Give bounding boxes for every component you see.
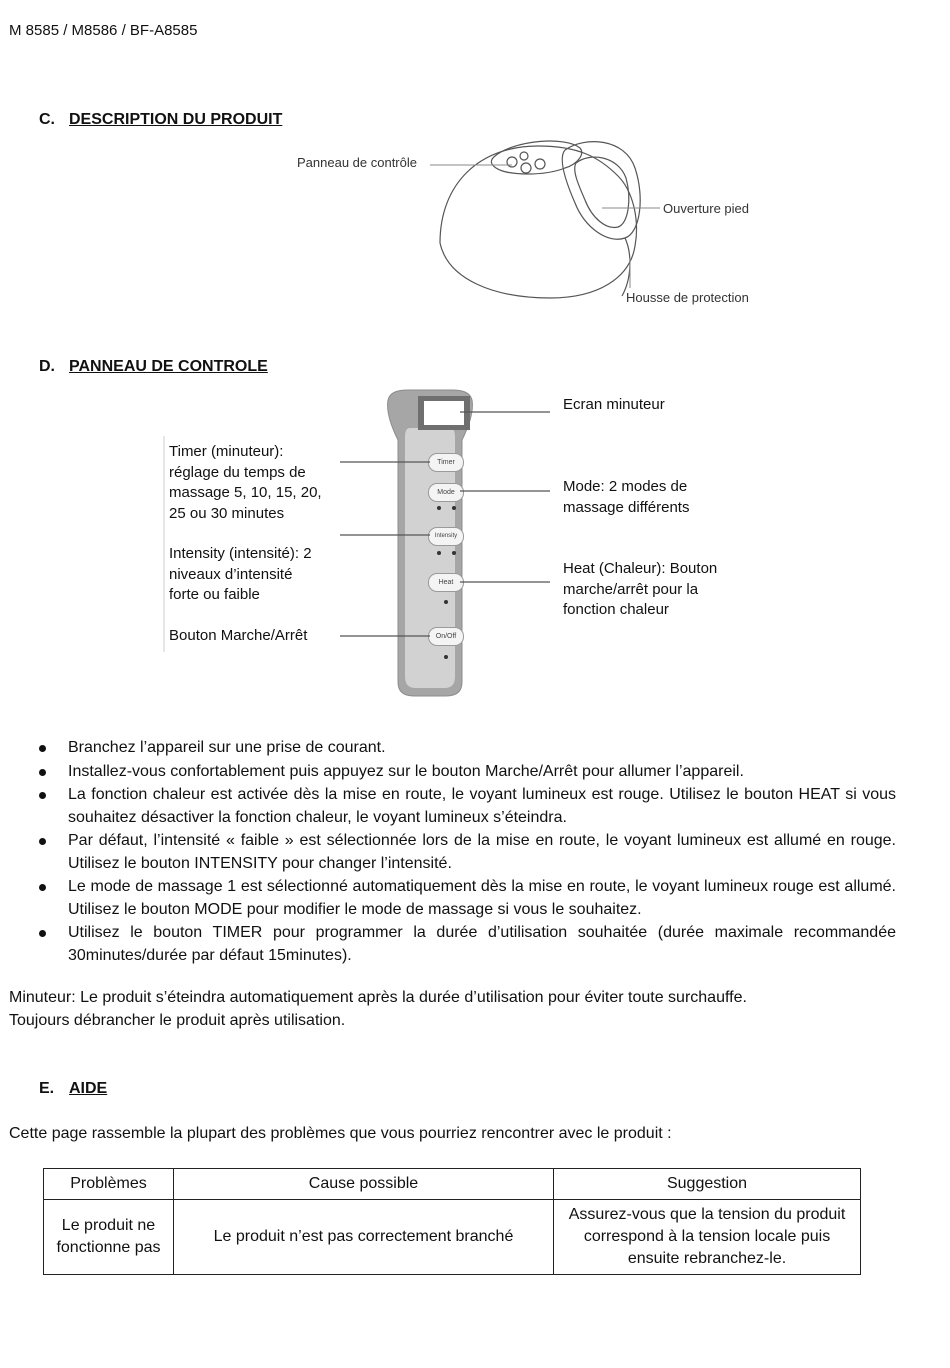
remote-control-illustration: [380, 388, 480, 700]
help-intro: Cette page rassemble la plupart des problèmes que vous pourriez rencontrer avec le produit :: [9, 1125, 672, 1142]
label-mode-description: [563, 477, 689, 518]
table-cell-suggestion: Assurez-vous que la tension du produit correspond à la tension locale puis ensuite rebranchez-le.: [554, 1200, 861, 1275]
section-c-title: DESCRIPTION DU PRODUIT: [69, 111, 283, 128]
label-timer-line-4: 25 ou 30 minutes: [169, 504, 285, 522]
list-item: Installez-vous confortablement puis appuyez sur le bouton Marche/Arrêt pour allumer l’appareil.: [38, 761, 896, 784]
table-header-suggestion: Suggestion: [554, 1169, 861, 1200]
table-cell-problem: Le produit ne fonctionne pas: [44, 1200, 174, 1275]
label-timer-line-3: massage 5, 10, 15, 20,: [169, 484, 322, 501]
intensity-button[interactable]: Intensity: [428, 527, 464, 546]
label-timer-line-2: réglage du temps de: [169, 463, 306, 481]
section-c-heading: [39, 111, 282, 129]
section-e-title: AIDE: [69, 1080, 108, 1097]
label-heat-line-1: Heat (Chaleur): Bouton: [563, 560, 718, 577]
mode-indicator-light-2: [452, 506, 456, 510]
timer-button[interactable]: Timer: [428, 453, 464, 472]
table-cell-cause: Le produit n’est pas correctement branché: [174, 1200, 554, 1275]
table-row: [44, 1200, 861, 1275]
label-foot-opening: Ouverture pied: [663, 201, 749, 216]
heat-button[interactable]: Heat: [428, 573, 464, 592]
label-intensity-line-2: niveaux d’intensité: [169, 565, 293, 583]
label-heat-line-2: marche/arrêt pour la: [563, 580, 699, 598]
section-e-heading: [39, 1080, 107, 1098]
label-timer-description: [169, 442, 322, 524]
label-timer-line-1: Timer (minuteur):: [169, 443, 284, 460]
timer-note: Minuteur: Le produit s’éteindra automatiquement après la durée d’utilisation pour éviter toute surchauffe.: [9, 989, 747, 1006]
instructions-list: [38, 737, 896, 968]
label-control-panel: Panneau de contrôle: [297, 155, 417, 170]
label-mode-line-1: Mode: 2 modes de: [563, 478, 688, 495]
section-c-letter: C.: [39, 111, 55, 128]
intensity-indicator-light-1: [437, 551, 441, 555]
mode-button[interactable]: Mode: [428, 483, 464, 502]
label-power-button: Bouton Marche/Arrêt: [169, 627, 308, 644]
timer-screen: [424, 401, 464, 425]
table-header-row: [44, 1169, 861, 1200]
label-intensity-description: [169, 544, 312, 606]
onoff-button[interactable]: On/Off: [428, 627, 464, 646]
list-item: Branchez l’appareil sur une prise de courant.: [38, 737, 896, 760]
label-heat-description: [563, 559, 717, 621]
label-intensity-line-1: Intensity (intensité): 2: [169, 545, 312, 562]
section-d-letter: D.: [39, 358, 55, 375]
list-item: Utilisez le bouton TIMER pour programmer la durée d’utilisation souhaitée (durée maximale recommandée 30minutes/durée par défaut 15minutes).: [38, 922, 896, 967]
protective-cover-outline: [622, 238, 630, 296]
unplug-note: Toujours débrancher le produit après utilisation.: [9, 1012, 346, 1029]
table-header-problems: Problèmes: [44, 1169, 174, 1200]
label-heat-line-3: fonction chaleur: [563, 601, 669, 618]
intensity-indicator-light-2: [452, 551, 456, 555]
table-header-cause: Cause possible: [174, 1169, 554, 1200]
label-timer-screen: Ecran minuteur: [563, 396, 665, 413]
heat-indicator-light: [444, 600, 448, 604]
list-item: Le mode de massage 1 est sélectionné automatiquement dès la mise en route, le voyant lumineux rouge est allumé. Utilisez le bouton MODE pour modifier le mode de massage si vous le souhaitez.: [38, 876, 896, 921]
document-header-reference: M 8585 / M8586 / BF-A8585: [9, 22, 198, 39]
label-mode-line-2: massage différents: [563, 498, 690, 516]
label-protective-cover: Housse de protection: [626, 290, 749, 305]
section-d-title: PANNEAU DE CONTROLE: [69, 358, 268, 375]
mode-indicator-light-1: [437, 506, 441, 510]
list-item: Par défaut, l’intensité « faible » est sélectionnée lors de la mise en route, le voyant lumineux est allumé en rouge. Utilisez le bouton INTENSITY pour changer l’intensité.: [38, 830, 896, 875]
label-intensity-line-3: forte ou faible: [169, 586, 260, 603]
list-item: La fonction chaleur est activée dès la mise en route, le voyant lumineux est rouge. Utilisez le bouton HEAT si vous souhaitez désactiver la fonction chaleur, le voyant lumineux s’éteindra.: [38, 784, 896, 829]
section-d-heading: [39, 358, 268, 376]
troubleshooting-table: [43, 1168, 861, 1275]
power-indicator-light: [444, 655, 448, 659]
section-e-letter: E.: [39, 1080, 55, 1097]
